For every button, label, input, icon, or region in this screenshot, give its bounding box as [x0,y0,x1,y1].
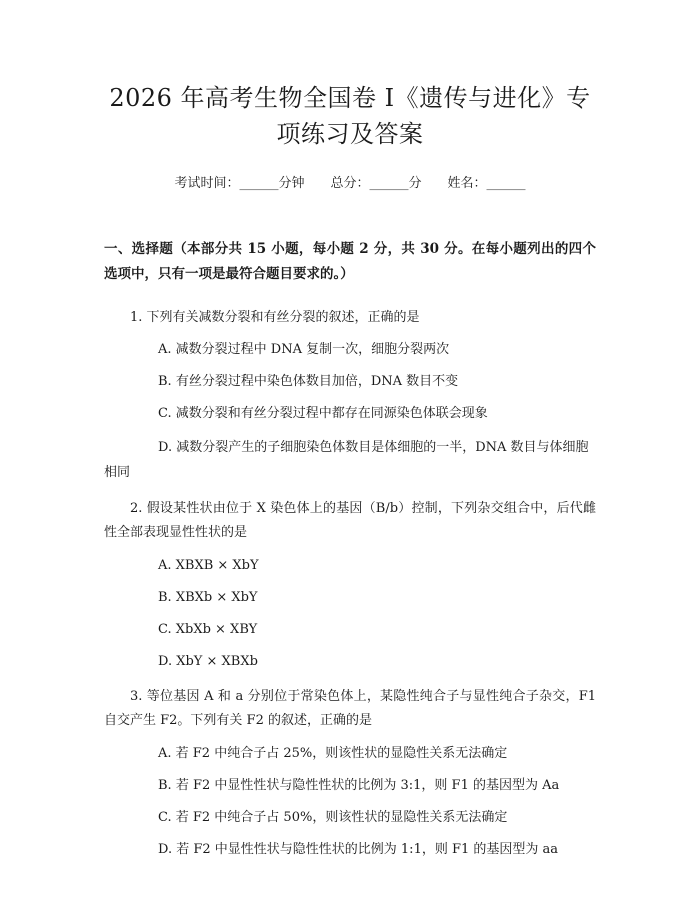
question-1-option-b: B. 有丝分裂过程中染色体数目加倍，DNA 数目不变 [158,374,459,389]
question-1-option-c: C. 减数分裂和有丝分裂过程中都存在同源染色体联会现象 [158,406,488,421]
total-score-field: 总分：______分 [330,176,422,191]
question-3-option-a: A. 若 F2 中纯合子占 25%，则该性状的显隐性关系无法确定 [158,746,508,761]
question-3-option-b: B. 若 F2 中显性性状与隐性性状的比例为 3:1，则 F1 的基因型为 Aa [158,778,560,793]
exam-time-field: 考试时间：______分钟 [174,176,305,191]
question-3-stem: 3. 等位基因 A 和 a 分别位于常染色体上，某隐性纯合子与显性纯合子杂交，F1 自交产生 F2。下列有关 F2 的叙述，正确的是 [104,689,596,728]
student-name-field: 姓名：______ [447,176,526,191]
question-2-option-c: C. XbXb × XBY [158,622,258,637]
question-3-option-d: D. 若 F2 中显性性状与隐性性状的比例为 1:1，则 F1 的基因型为 aa [158,842,559,857]
question-3-option-c: C. 若 F2 中纯合子占 50%，则该性状的显隐性关系无法确定 [158,810,508,825]
question-2-stem: 2. 假设某性状由位于 X 染色体上的基因（B/b）控制，下列杂交组合中，后代雌性全部表现显性性状的是 [104,501,596,540]
page-title: 2026 年高考生物全国卷 I《遗传与进化》专项练习及答案 [109,84,591,148]
question-2-option-a: A. XBXB × XbY [158,558,259,573]
question-1-stem: 1. 下列有关减数分裂和有丝分裂的叙述，正确的是 [130,310,420,325]
question-1-option-d: D. 减数分裂产生的子细胞染色体数目是体细胞的一半，DNA 数目与体细胞相同 [104,440,589,480]
question-2-option-b: B. XBXb × XbY [158,590,258,605]
question-1-option-a: A. 减数分裂过程中 DNA 复制一次，细胞分裂两次 [158,342,450,357]
section-heading-multiple-choice: 一、选择题（本部分共 15 小题，每小题 2 分，共 30 分。在每小题列出的四个选项中，只有一项是最符合题目要求的。） [104,241,596,282]
question-2-option-d: D. XbY × XBXb [158,654,258,669]
exam-info-line [104,174,596,194]
